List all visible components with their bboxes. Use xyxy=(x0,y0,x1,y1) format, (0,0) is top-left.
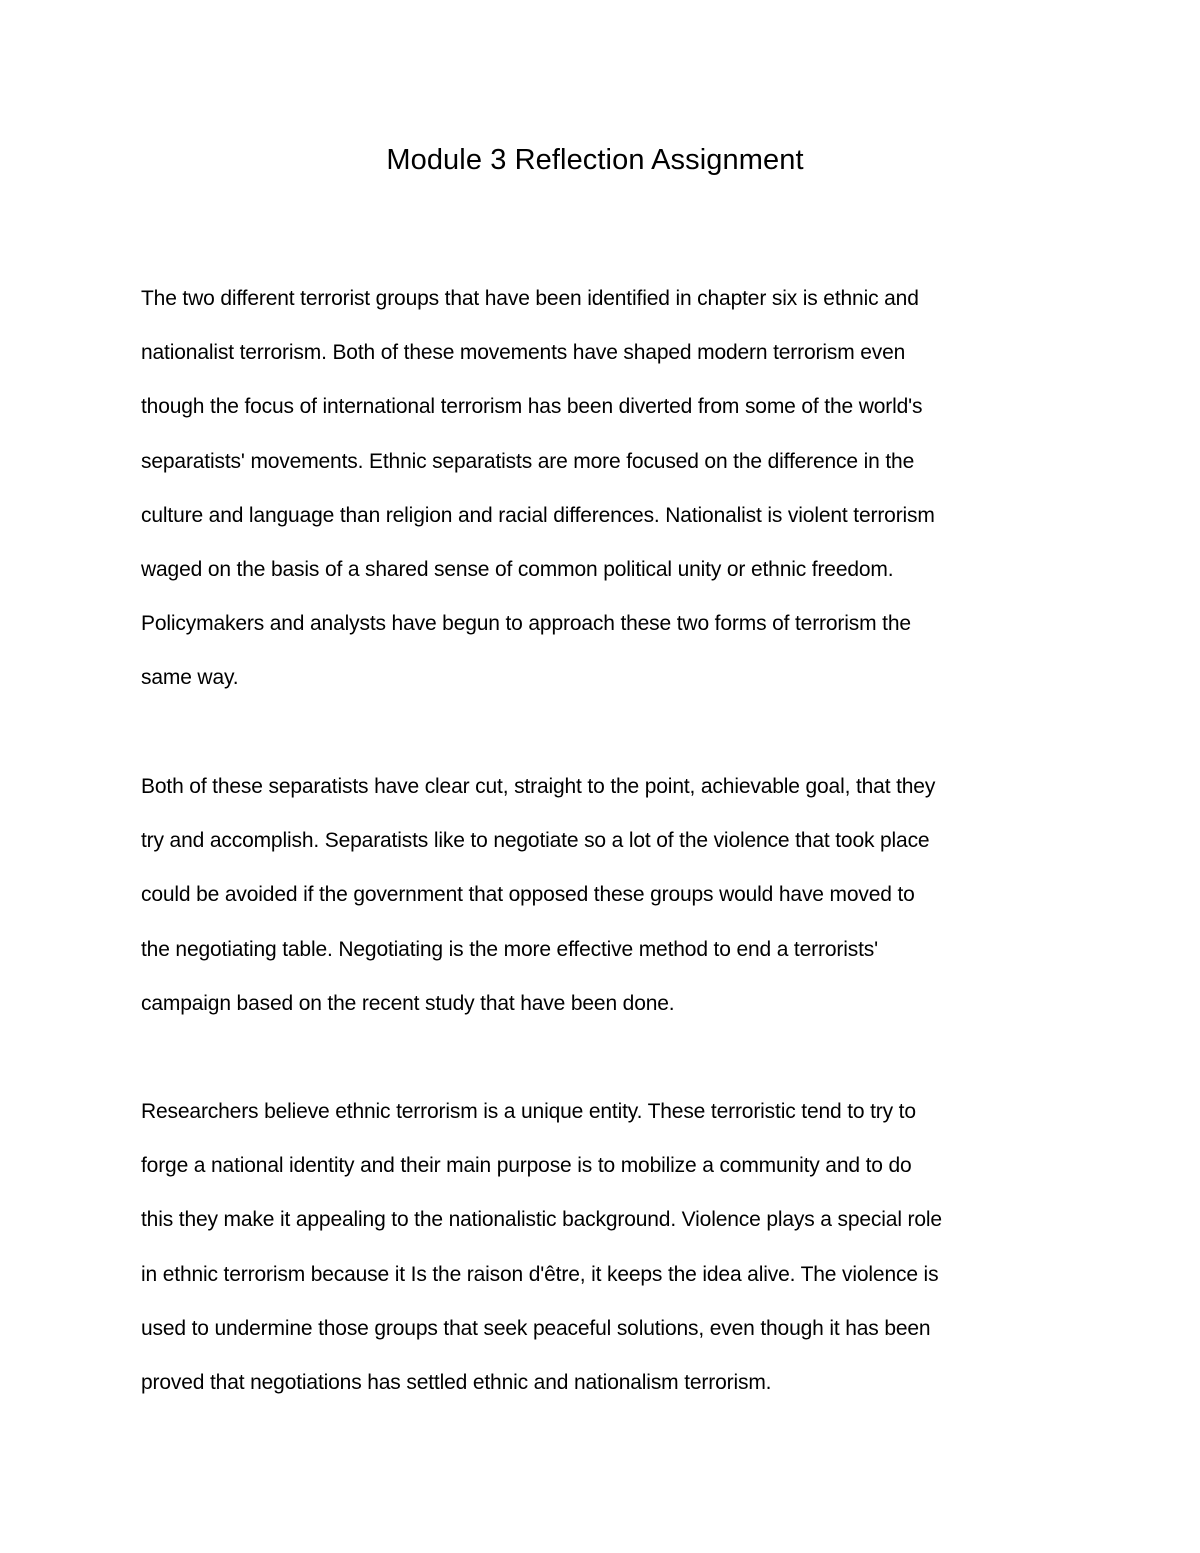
paragraph-line: could be avoided if the government that opposed these groups would have moved to xyxy=(141,883,915,907)
paragraph-line: try and accomplish. Separatists like to negotiate so a lot of the violence that took place xyxy=(141,829,930,853)
paragraph-line: Both of these separatists have clear cut, straight to the point, achievable goal, that they xyxy=(141,775,936,798)
paragraph-line: nationalist terrorism. Both of these movements have shaped modern terrorism even xyxy=(141,341,906,365)
paragraph-line: same way. xyxy=(141,666,239,690)
document-title: Module 3 Reflection Assignment xyxy=(386,144,804,176)
paragraph-line: separatists' movements. Ethnic separatists are more focused on the difference in the xyxy=(141,449,915,473)
paragraph-line: culture and language than religion and racial differences. Nationalist is violent terrorism xyxy=(141,503,935,527)
paragraph-line: though the focus of international terrorism has been diverted from some of the world's xyxy=(141,395,923,419)
paragraph-line: forge a national identity and their main purpose is to mobilize a community and to do xyxy=(141,1154,912,1178)
paragraph-line: this they make it appealing to the nationalistic background. Violence plays a special role xyxy=(141,1208,942,1232)
paragraph-line: The two different terrorist groups that have been identified in chapter six is ethnic and xyxy=(141,287,919,310)
paragraph-line: in ethnic terrorism because it Is the raison d'être, it keeps the idea alive. The violence is xyxy=(141,1262,939,1286)
paragraph-line: Researchers believe ethnic terrorism is a unique entity. These terroristic tend to try to xyxy=(141,1100,916,1123)
paragraph-3 xyxy=(141,1085,1101,1410)
paragraph-line: used to undermine those groups that seek peaceful solutions, even though it has been xyxy=(141,1316,931,1340)
paragraph-line: the negotiating table. Negotiating is the more effective method to end a terrorists' xyxy=(141,937,878,961)
paragraph-line: waged on the basis of a shared sense of common political unity or ethnic freedom. xyxy=(141,558,894,582)
paragraph-line: campaign based on the recent study that have been done. xyxy=(141,991,675,1015)
paragraph-2 xyxy=(141,760,1101,1031)
paragraph-line: proved that negotiations has settled ethnic and nationalism terrorism. xyxy=(141,1371,772,1395)
paragraph-line: Policymakers and analysts have begun to approach these two forms of terrorism the xyxy=(141,612,911,636)
paragraph-1 xyxy=(141,272,1101,706)
